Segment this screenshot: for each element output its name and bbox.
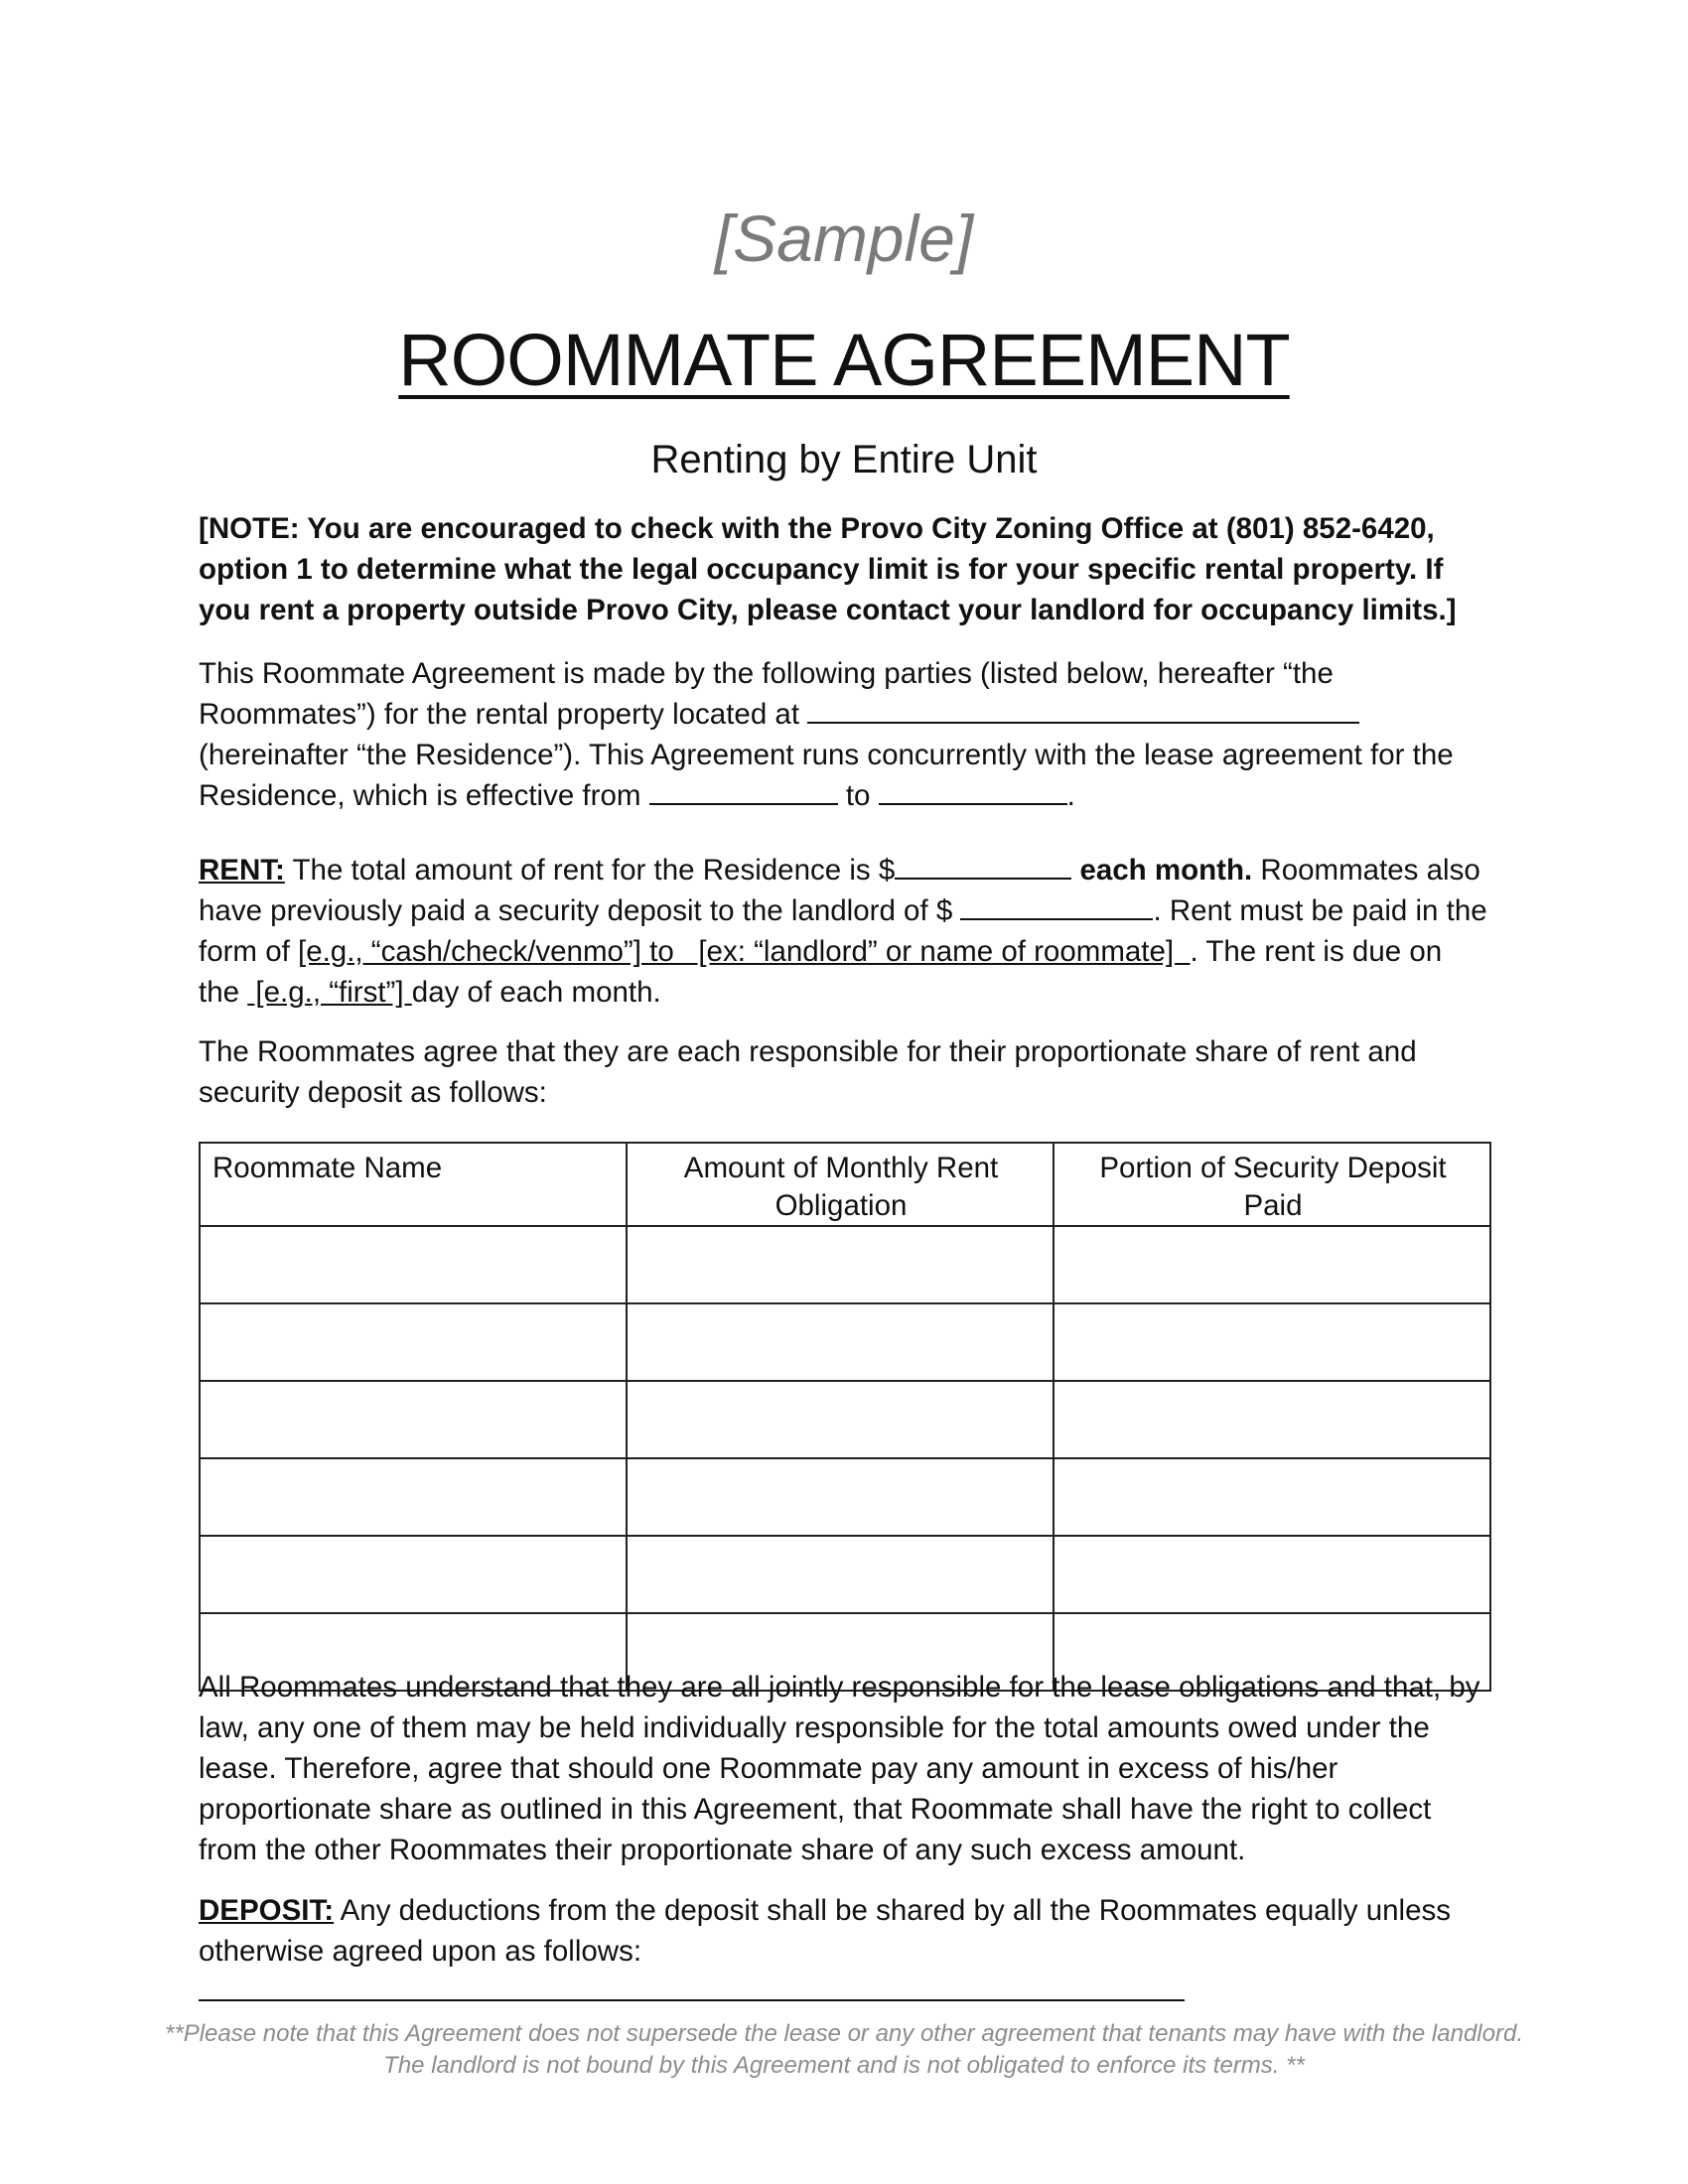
monthly-rent-cell[interactable] [627,1458,1054,1536]
sample-watermark: [Sample] [714,202,974,275]
roommate-name-cell[interactable] [200,1381,627,1458]
roommate-name-cell[interactable] [200,1226,627,1303]
table-row [200,1381,1490,1458]
table-row [200,1458,1490,1536]
deposit-paid-cell[interactable] [1054,1381,1490,1458]
disclaimer-line-2: The landlord is not bound by this Agreement and is not obligated to enforce its terms. ** [383,2052,1305,2079]
rent-text-5: day of each month. [411,976,661,1009]
monthly-rent-cell[interactable] [627,1226,1054,1303]
deposit-paid-cell[interactable] [1054,1303,1490,1381]
roommate-share-table [199,1142,1491,1692]
table-header-row [200,1143,1490,1226]
rent-text-1: The total amount of rent for the Residence is $ [284,854,896,887]
deposit-paid-cell[interactable] [1054,1458,1490,1536]
security-deposit-blank[interactable] [960,890,1153,920]
share-paragraph: The Roommates agree that they are each responsible for their proportionate share of rent and security deposit as follows: [199,1035,1417,1109]
disclaimer-footer [0,2018,1688,2082]
monthly-rent-cell[interactable] [627,1303,1054,1381]
lease-start-blank[interactable] [649,775,838,805]
lease-end-blank[interactable] [879,775,1067,805]
roommate-name-cell[interactable] [200,1303,627,1381]
joint-responsibility-paragraph: All Roommates understand that they are all jointly responsible for the lease obligations and that, by law, any one of them may be held individually responsible for the total amounts owed under the lease. Therefore, agree that should one Roommate pay any amount in excess of his/her proportionate share as outlined in this Agreement, that Roommate shall have the right to collect from the other Roommates their proportionate share of any such excess amount. [199,1671,1480,1866]
occupancy-note: [NOTE: You are encouraged to check with the Provo City Zoning Office at (801) 852-6420, option 1 to determine what the legal occupancy limit is for your specific rental property. If you rent a property outside Provo City, please contact your landlord for occupancy limits.] [199,512,1457,626]
rent-text-4: . The rent is due on the [199,935,1443,1009]
deposit-paragraph [199,1890,1489,2012]
monthly-rent-cell[interactable] [627,1536,1054,1613]
rent-paragraph [199,850,1489,1013]
table-row [200,1536,1490,1613]
monthly-rent-cell[interactable] [627,1381,1054,1458]
intro-text-1: This Roommate Agreement is made by the following parties (listed below, hereafter “the Roommates”) for the rental property located at [199,657,1334,731]
table-row [200,1303,1490,1381]
header-deposit-paid: Portion of Security Deposit Paid [1054,1143,1490,1226]
header-roommate-name: Roommate Name [200,1143,627,1226]
intro-to-text: to [837,779,879,812]
roommate-name-cell[interactable] [200,1536,627,1613]
table-row [200,1226,1490,1303]
deposit-paid-cell[interactable] [1054,1226,1490,1303]
intro-paragraph [199,653,1489,816]
deposit-paid-cell[interactable] [1054,1536,1490,1613]
each-month-text: each month. [1071,854,1253,887]
rent-heading: RENT: [199,854,285,887]
disclaimer-line-1: **Please note that this Agreement does not supersede the lease or any other agreement that tenants may have with the landlord. [165,2020,1523,2047]
rent-text-3: . Rent must be paid in the form of [199,894,1487,968]
payee-hint[interactable]: [ex: “landlord” or name of roommate] [681,935,1191,968]
total-rent-blank[interactable] [895,850,1071,880]
document-subtitle: Renting by Entire Unit [650,438,1038,481]
rent-to-text: to [640,935,682,968]
rent-text-2: Roommates also have previously paid a security deposit to the landlord of $ [199,854,1480,927]
property-address-blank[interactable] [807,694,1359,724]
document-title [0,316,1688,405]
payment-form-hint[interactable]: [e.g., “cash/check/venmo”] [298,935,641,968]
header-monthly-rent: Amount of Monthly Rent Obligation [627,1143,1054,1226]
deposit-heading: DEPOSIT: [199,1894,335,1927]
due-day-hint[interactable]: [e.g., “first”] [247,976,412,1009]
deposit-agreement-blank[interactable] [199,1972,1185,2001]
intro-text-2: (hereinafter “the Residence”). This Agreement runs concurrently with the lease agreement for the Residence, which is effective from [199,739,1454,812]
deposit-text: Any deductions from the deposit shall be shared by all the Roommates equally unless otherwise agreed upon as follows: [199,1894,1451,1968]
document-title-text: ROOMMATE AGREEMENT [398,319,1290,401]
roommate-name-cell[interactable] [200,1458,627,1536]
intro-end-text: . [1066,779,1075,812]
